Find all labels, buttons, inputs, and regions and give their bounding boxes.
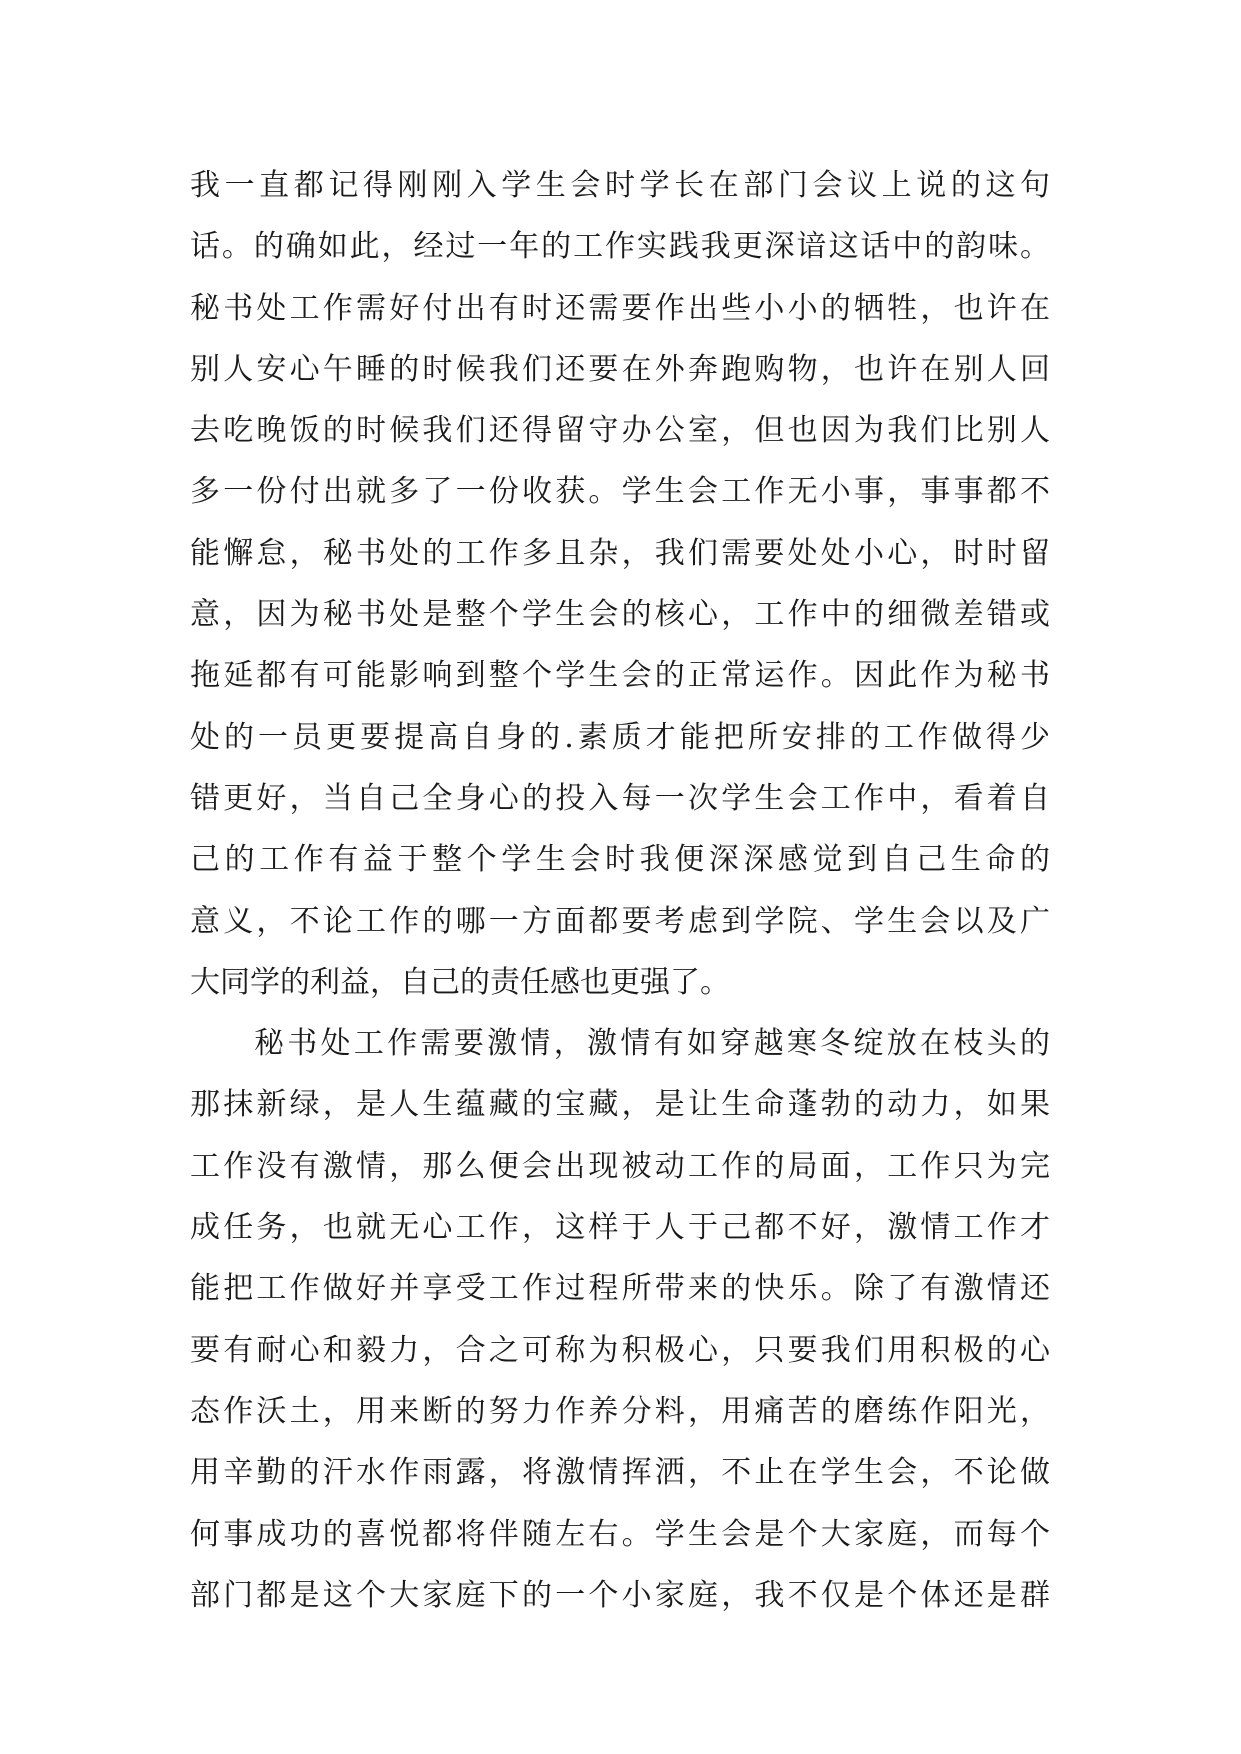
text-line: 态作沃土，用来断的努力作养分料，用痛苦的磨练作阳光， xyxy=(190,1393,1050,1429)
text-line: 处的一员更要提高自身的.素质才能把所安排的工作做得少 xyxy=(190,719,1050,755)
text-line: 话。的确如此，经过一年的工作实践我更深谙这话中的韵味。 xyxy=(190,229,1050,265)
text-line: 部门都是这个大家庭下的一个小家庭，我不仅是个体还是群 xyxy=(190,1577,1050,1613)
body-text xyxy=(190,155,1050,1626)
text-line: 能把工作做好并享受工作过程所带来的快乐。除了有激情还 xyxy=(190,1271,1050,1307)
text-line: 错更好，当自己全身心的投入每一次学生会工作中，看着自 xyxy=(190,780,1050,816)
text-line: 我一直都记得刚刚入学生会时学长在部门会议上说的这句 xyxy=(190,168,1050,203)
paragraph-first-line: 秘书处工作需要激情，激情有如穿越寒冬绽放在枝头的 xyxy=(254,1026,1050,1062)
text-line: 何事成功的喜悦都将伴随左右。学生会是个大家庭，而每个 xyxy=(190,1516,1050,1552)
text-line: 去吃晚饭的时候我们还得留守办公室，但也因为我们比别人 xyxy=(190,413,1050,449)
text-line: 工作没有激情，那么便会出现被动工作的局面，工作只为完 xyxy=(190,1148,1050,1184)
text-line: 要有耐心和毅力，合之可称为积极心，只要我们用积极的心 xyxy=(190,1332,1050,1368)
text-line: 秘书处工作需好付出有时还需要作出些小小的牺牲，也许在 xyxy=(190,290,1050,326)
text-line: 成任务，也就无心工作，这样于人于己都不好，激情工作才 xyxy=(190,1210,1050,1246)
text-line: 能懈怠，秘书处的工作多且杂，我们需要处处小心，时时留 xyxy=(190,535,1050,571)
text-line: 己的工作有益于整个学生会时我便深深感觉到自己生命的 xyxy=(190,842,1050,878)
text-line: 意义，不论工作的哪一方面都要考虑到学院、学生会以及广 xyxy=(190,903,1050,939)
text-line: 用辛勤的汗水作雨露，将激情挥洒，不止在学生会，不论做 xyxy=(190,1455,1050,1491)
text-line: 拖延都有可能影响到整个学生会的正常运作。因此作为秘书 xyxy=(190,658,1050,694)
text-line: 别人安心午睡的时候我们还要在外奔跑购物，也许在别人回 xyxy=(190,351,1050,387)
text-line: 意，因为秘书处是整个学生会的核心，工作中的细微差错或 xyxy=(190,597,1050,633)
text-line: 多一份付出就多了一份收获。学生会工作无小事，事事都不 xyxy=(190,474,1050,510)
text-line: 那抹新绿，是人生蕴藏的宝藏，是让生命蓬勃的动力，如果 xyxy=(190,1087,1050,1123)
text-line: 大同学的利益，自己的责任感也更强了。 xyxy=(190,964,730,1000)
